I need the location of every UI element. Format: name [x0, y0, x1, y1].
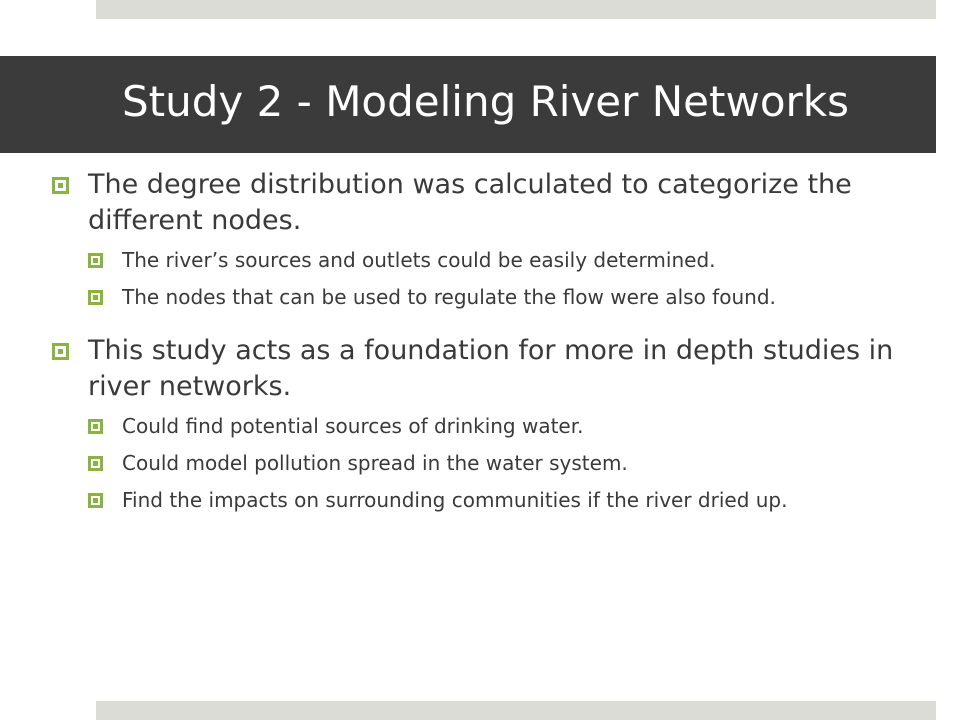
square-bullet-icon	[88, 493, 103, 508]
bullet-item	[52, 333, 912, 405]
bullet-group-1	[52, 167, 912, 313]
square-bullet-icon	[88, 253, 103, 268]
bottom-decorative-band	[96, 701, 936, 720]
bullet-group-2	[52, 333, 912, 516]
bullet-text: This study acts as a foundation for more in depth studies in river networks.	[88, 335, 894, 402]
sub-bullet-item	[52, 282, 912, 313]
sub-bullet-text: Could model pollution spread in the water system.	[122, 451, 628, 475]
square-bullet-icon	[88, 419, 103, 434]
top-decorative-band	[96, 0, 936, 19]
square-bullet-icon	[88, 290, 103, 305]
bullet-item	[52, 167, 912, 239]
sub-bullet-item	[52, 485, 912, 516]
square-bullet-icon	[52, 177, 69, 194]
sub-bullet-text: Could find potential sources of drinking water.	[122, 414, 584, 438]
square-bullet-icon	[52, 343, 69, 360]
sub-bullet-item	[52, 411, 912, 442]
slide-content	[52, 167, 912, 536]
sub-bullet-text: The river’s sources and outlets could be easily determined.	[122, 248, 716, 272]
square-bullet-icon	[88, 456, 103, 471]
sub-bullet-item	[52, 245, 912, 276]
bullet-text: The degree distribution was calculated to categorize the different nodes.	[88, 169, 852, 236]
sub-bullet-text: The nodes that can be used to regulate the flow were also found.	[122, 285, 776, 309]
slide-title: Study 2 - Modeling River Networks	[122, 77, 850, 126]
sub-bullet-text: Find the impacts on surrounding communities if the river dried up.	[122, 488, 788, 512]
sub-bullet-item	[52, 448, 912, 479]
